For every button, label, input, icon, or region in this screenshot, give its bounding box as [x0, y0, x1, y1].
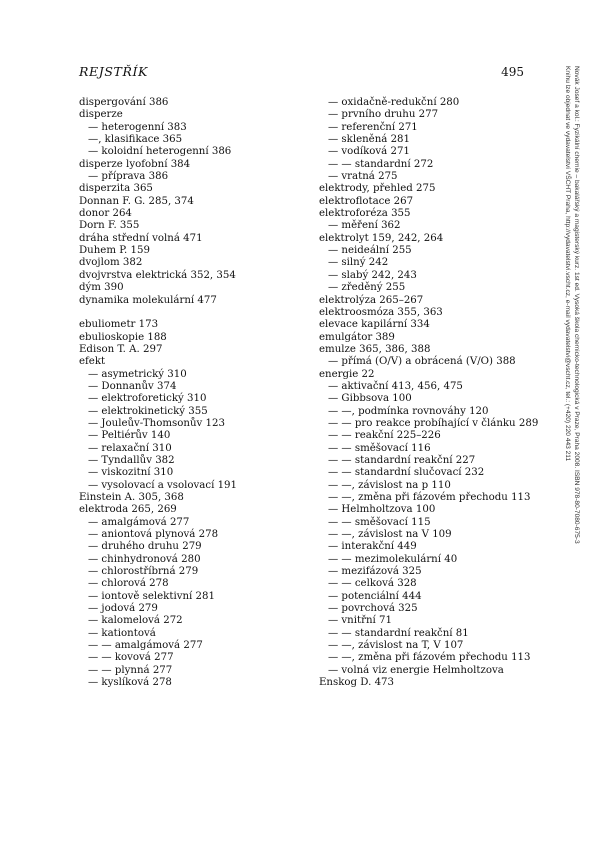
index-subentry: — iontově selektivní 281 — [88, 590, 215, 602]
index-gap — [79, 307, 319, 319]
index-subentry: — aniontová plynová 278 — [88, 529, 219, 541]
index-entry: dráha střední volná 471 — [79, 232, 203, 244]
index-subentry: — — plynná 277 — [88, 664, 173, 676]
index-entry: elektroflotace 267 — [319, 195, 414, 207]
index-subentry: — —, závislost na V 109 — [328, 529, 452, 541]
index-entry: emulze 365, 386, 388 — [319, 343, 431, 355]
index-subentry: — vysolovací a vsolovací 191 — [88, 479, 238, 491]
index-entry: Enskog D. 473 — [319, 677, 395, 689]
index-subentry: — slabý 242, 243 — [328, 269, 417, 281]
index-subentry: — měření 362 — [328, 220, 401, 232]
index-entry: elektroosmóza 355, 363 — [319, 306, 443, 318]
index-subentry: — — standardní reakční 227 — [328, 454, 476, 466]
index-subentry: — elektroforetický 310 — [88, 393, 207, 405]
index-entry: Dorn F. 355 — [79, 220, 140, 232]
index-subentry: — — kovová 277 — [88, 652, 174, 664]
index-subentry: — oxidačně-redukční 280 — [328, 97, 460, 108]
index-entry: Donnan F. G. 285, 374 — [79, 195, 194, 207]
index-entry: ebulioskopie 188 — [79, 331, 167, 343]
copyright-margin-note — [563, 66, 581, 606]
index-subentry: — aktivační 413, 456, 475 — [328, 380, 463, 392]
index-subentry: — heterogenní 383 — [88, 121, 187, 133]
index-entry: energie 22 — [319, 368, 375, 380]
index-entry: donor 264 — [79, 208, 132, 220]
index-subentry: — kationtová — [88, 627, 156, 639]
index-subentry: — volná viz energie Helmholtzova — [328, 664, 504, 676]
index-column-right — [319, 97, 559, 690]
index-subentry: — elektrokinetický 355 — [88, 405, 208, 417]
index-entry: Einstein A. 305, 368 — [79, 492, 184, 503]
index-subentry: — chlorostříbrná 279 — [88, 566, 199, 578]
index-entry: emulgátor 389 — [319, 331, 395, 343]
page-number: 495 — [501, 65, 524, 79]
index-subentry: — Helmholtzova 100 — [328, 504, 436, 516]
index-subentry: — zředěný 255 — [328, 282, 406, 294]
index-subentry: — skleněná 281 — [328, 134, 411, 146]
index-entry: disperze lyofobní 384 — [79, 158, 191, 170]
index-subentry: — vratná 275 — [328, 171, 398, 183]
index-entry: elektrolyt 159, 242, 264 — [319, 232, 444, 244]
index-subentry: — —, závislost na T, V 107 — [328, 640, 464, 652]
margin-note-line: Knihu lze objednat ve vydavatelství VŠCHT Praha, http://vydavatelstvi.vscht.cz, e-mail vydavatelstvi@vscht.cz, tel.: (+420) 220 443 211 — [564, 66, 571, 462]
index-column-left — [79, 97, 319, 690]
index-subentry: — Gibbsova 100 — [328, 393, 412, 405]
index-subentry: — povrchová 325 — [328, 603, 418, 615]
index-entry: efekt — [79, 356, 106, 368]
index-subentry: — Jouleův-Thomsonův 123 — [88, 417, 225, 429]
index-subentry: — Peltiérův 140 — [88, 430, 171, 442]
index-entry: elektrolýza 265–267 — [319, 294, 424, 306]
index-entry: dvojvrstva elektrická 352, 354 — [79, 269, 236, 281]
index-subentry: — — reakční 225–226 — [328, 430, 441, 442]
index-subentry: — Tyndallův 382 — [88, 454, 175, 466]
index-subentry: — — standardní slučovací 232 — [328, 467, 485, 479]
index-subentry: — —, podmínka rovnováhy 120 — [328, 405, 489, 417]
index-entry: elektroforéza 355 — [319, 208, 411, 220]
index-entry: elektroda 265, 269 — [79, 504, 177, 516]
index-subentry: — — amalgámová 277 — [88, 640, 203, 652]
index-subentry: — příprava 386 — [88, 171, 169, 183]
index-subentry: — potenciální 444 — [328, 590, 422, 602]
index-entry: dispergování 386 — [79, 97, 169, 108]
index-subentry: — druhého druhu 279 — [88, 541, 202, 553]
index-subentry: — chlorová 278 — [88, 578, 169, 590]
index-subentry: — jodová 279 — [88, 603, 158, 615]
index-subentry: — referenční 271 — [328, 121, 418, 133]
index-entry: Duhem P. 159 — [79, 245, 150, 257]
index-subentry: — neideální 255 — [328, 245, 412, 257]
index-subentry: — přímá (O/V) a obrácená (V/O) 388 — [328, 356, 516, 368]
index-entry: dvojlom 382 — [79, 257, 143, 269]
index-subentry: — —, změna při fázovém přechodu 113 — [328, 492, 531, 503]
index-subentry: — chinhydronová 280 — [88, 553, 201, 565]
index-subentry: — viskozitní 310 — [88, 467, 174, 479]
index-subentry: — — celková 328 — [328, 578, 417, 590]
index-subentry: — —, závislost na p 110 — [328, 479, 451, 491]
index-subentry: — —, změna při fázovém přechodu 113 — [328, 652, 531, 664]
index-entry: Edison T. A. 297 — [79, 343, 163, 355]
index-subentry: — interakční 449 — [328, 541, 417, 553]
index-subentry: — koloidní heterogenní 386 — [88, 146, 232, 158]
index-subentry: — silný 242 — [328, 257, 389, 269]
page-title: REJSTŘÍK — [79, 64, 148, 79]
index-entry: dynamika molekulární 477 — [79, 294, 217, 306]
index-entry: disperze — [79, 109, 123, 121]
index-subentry: — Donnanův 374 — [88, 380, 177, 392]
index-subentry: — — standardní reakční 81 — [328, 627, 469, 639]
index-subentry: — prvního druhu 277 — [328, 109, 439, 121]
margin-note-line: Novák Josef a kol.: Fyzikální chemie – bakalářský a magisterský kurz. 1st ed. Vysoká škola chemicko-technologická v Praze, Praha 2008. ISBN 978-80-7080-675-3 — [573, 66, 580, 544]
index-subentry: — — směšovací 116 — [328, 442, 431, 454]
index-subentry: — kyslíková 278 — [88, 677, 172, 689]
index-subentry: — relaxační 310 — [88, 442, 172, 454]
index-subentry: —, klasifikace 365 — [88, 134, 183, 146]
index-subentry: — mezifázová 325 — [328, 566, 422, 578]
index-subentry: — — pro reakce probíhající v článku 289 — [328, 417, 539, 429]
index-subentry: — — standardní 272 — [328, 158, 434, 170]
index-subentry: — amalgámová 277 — [88, 516, 190, 528]
index-subentry: — kalomelová 272 — [88, 615, 183, 627]
index-entry: dým 390 — [79, 282, 124, 294]
index-subentry: — asymetrický 310 — [88, 368, 187, 380]
index-entry: elektrody, přehled 275 — [319, 183, 436, 195]
index-subentry: — — směšovací 115 — [328, 516, 431, 528]
index-subentry: — vodíková 271 — [328, 146, 410, 158]
index-subentry: — vnitřní 71 — [328, 615, 392, 627]
index-entry: elevace kapilární 334 — [319, 319, 430, 331]
index-entry: disperzita 365 — [79, 183, 153, 195]
index-entry: ebuliometr 173 — [79, 319, 159, 331]
index-subentry: — — mezimolekulární 40 — [328, 553, 458, 565]
